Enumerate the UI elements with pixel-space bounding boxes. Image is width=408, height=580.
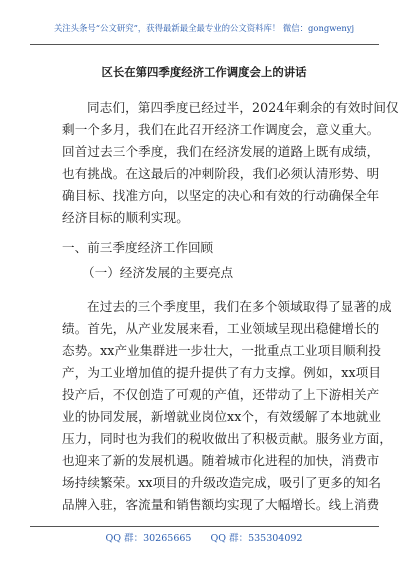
header-wechat-id: gongwenyj [308,23,355,33]
body-paragraph [62,296,393,516]
body-line: 压力，同时也为我们的税收做出了积极贡献。服务业方面， [62,431,393,446]
body-line: 产，为工业增加值的提升提供了有力支撑。例如，xx项目 [62,365,382,380]
body-line: 绩。首先，从产业发展来看，工业领域呈现出稳健增长的 [62,321,380,336]
body-line: 投产后，不仅创造了可观的产值，还带动了上下游相关产 [62,387,380,402]
intro-line: 确目标、找准方向，以坚定的决心和有效的行动确保全年 [62,188,380,203]
intro-line: 也有挑战。在这最后的冲刺阶段，我们必须认清形势、明 [62,166,380,181]
body-line: 态势。xx产业集群进一步壮大，一批重点工业项目顺利投 [62,343,382,358]
header-divider [30,44,379,45]
intro-line: 经济目标的顺利实现。 [62,210,189,225]
document-title: 区长在第四季度经济工作调度会上的讲话 [101,65,307,79]
intro-line: 回首过去三个季度，我们在经济发展的道路上既有成绩， [62,144,380,159]
intro-line: 同志们，第四季度已经过半，2024年剩余的有效时间仅 [87,100,399,115]
body-line: 在过去的三个季度里，我们在多个领域取得了显著的成 [87,299,392,314]
body-line: 场持续繁荣。xx项目的升级改造完成，吸引了更多的知名 [62,475,382,490]
intro-line: 剩一个多月，我们在此召开经济工作调度会，意义重大。 [62,122,380,137]
footer-divider [30,526,379,527]
footer-qq-group-1: QQ 群：30265665 [105,533,192,544]
body-line: 品牌入驻，客流量和销售额均实现了大幅增长。线上消费 [62,497,380,512]
section-heading: 一、前三季度经济工作回顾 [62,240,214,255]
intro-paragraph [62,97,399,229]
footer [0,533,408,545]
header-banner-text: 关注头条号“公文研究”，获得最新最全最专业的公文资料库！ 微信： [53,23,309,33]
footer-qq-group-2: QQ 群：535304092 [210,533,303,544]
body-line: 业的协同发展，新增就业岗位xx个，有效缓解了本地就业 [62,409,382,424]
body-line: 也迎来了新的发展机遇。随着城市化进程的加快，消费市 [62,453,380,468]
subsection-heading: （一）经济发展的主要亮点 [82,265,234,280]
header-banner [0,22,408,34]
